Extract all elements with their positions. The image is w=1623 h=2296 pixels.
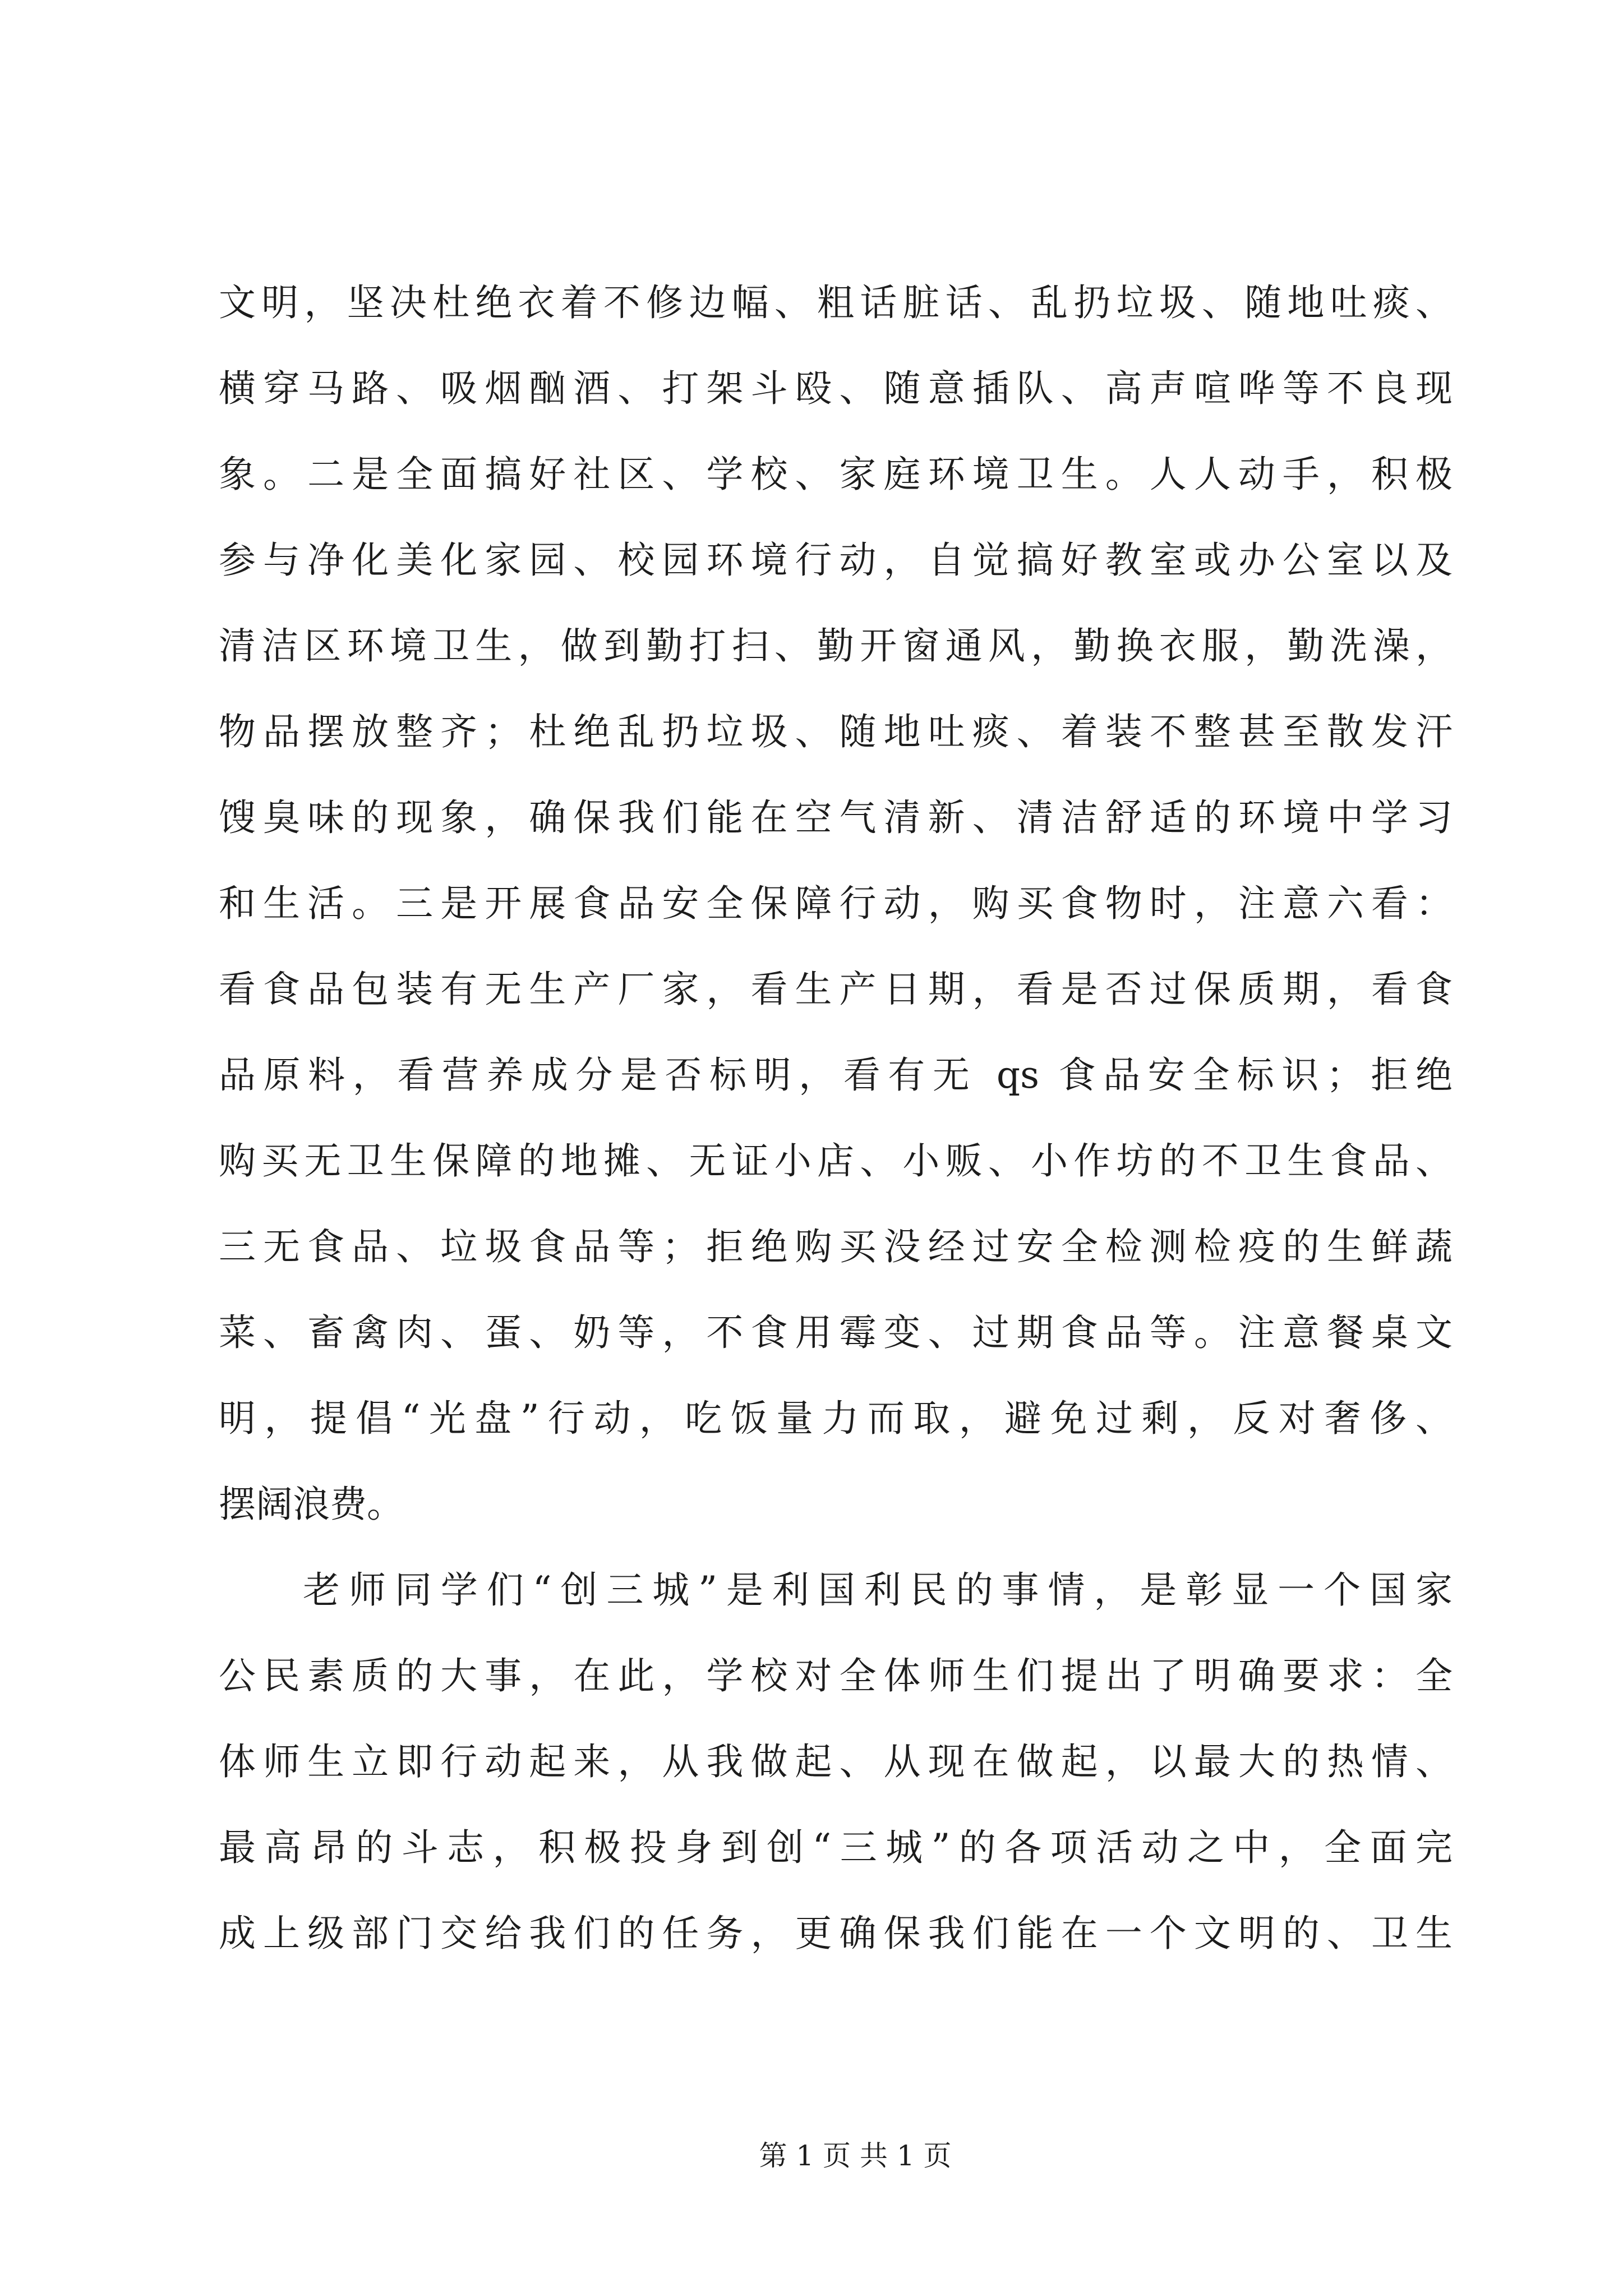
text-line: 明，提倡“光盘”行动，吃饭量力而取，避免过剩，反对奢侈、 bbox=[219, 1397, 1453, 1440]
text-line: 摆阔浪费。 bbox=[219, 1483, 404, 1526]
text-line: 馊臭味的现象，确保我们能在空气清新、清洁舒适的环境中学习 bbox=[219, 796, 1453, 839]
text-line: 和生活。三是开展食品安全保障行动，购买食物时，注意六看： bbox=[219, 882, 1453, 925]
text-line: 文明，坚决杜绝衣着不修边幅、粗话脏话、乱扔垃圾、随地吐痰、 bbox=[219, 281, 1453, 324]
text-line: 品原料，看营养成分是否标明，看有无 qs 食品安全标识；拒绝 bbox=[219, 1053, 1453, 1097]
text-line: 横穿马路、吸烟酗酒、打架斗殴、随意插队、高声喧哗等不良现 bbox=[219, 367, 1453, 410]
paragraph bbox=[219, 260, 1453, 1547]
text-line: 成上级部门交给我们的任务，更确保我们能在一个文明的、卫生 bbox=[219, 1912, 1453, 1955]
page-footer: 第 1 页 共 1 页 bbox=[759, 2139, 952, 2172]
text-line: 菜、畜禽肉、蛋、奶等，不食用霉变、过期食品等。注意餐桌文 bbox=[219, 1311, 1453, 1354]
text-line: 物品摆放整齐；杜绝乱扔垃圾、随地吐痰、着装不整甚至散发汗 bbox=[219, 710, 1453, 753]
paragraph bbox=[219, 1547, 1453, 1976]
text-line: 三无食品、垃圾食品等；拒绝购买没经过安全检测检疫的生鲜蔬 bbox=[219, 1225, 1453, 1268]
text-line: 最高昂的斗志，积极投身到创“三城”的各项活动之中，全面完 bbox=[219, 1826, 1453, 1869]
text-line: 公民素质的大事，在此，学校对全体师生们提出了明确要求：全 bbox=[219, 1654, 1453, 1697]
text-line: 老师同学们“创三城”是利国利民的事情，是彰显一个国家 bbox=[303, 1568, 1453, 1612]
text-line: 参与净化美化家园、校园环境行动，自觉搞好教室或办公室以及 bbox=[219, 539, 1453, 582]
text-line: 体师生立即行动起来，从我做起、从现在做起，以最大的热情、 bbox=[219, 1740, 1453, 1783]
document-body bbox=[219, 260, 1453, 1976]
text-line: 清洁区环境卫生，做到勤打扫、勤开窗通风，勤换衣服，勤洗澡， bbox=[219, 624, 1453, 668]
text-line: 购买无卫生保障的地摊、无证小店、小贩、小作坊的不卫生食品、 bbox=[219, 1139, 1453, 1182]
text-line: 看食品包装有无生产厂家，看生产日期，看是否过保质期，看食 bbox=[219, 968, 1453, 1011]
text-line: 象。二是全面搞好社区、学校、家庭环境卫生。人人动手，积极 bbox=[219, 453, 1453, 496]
